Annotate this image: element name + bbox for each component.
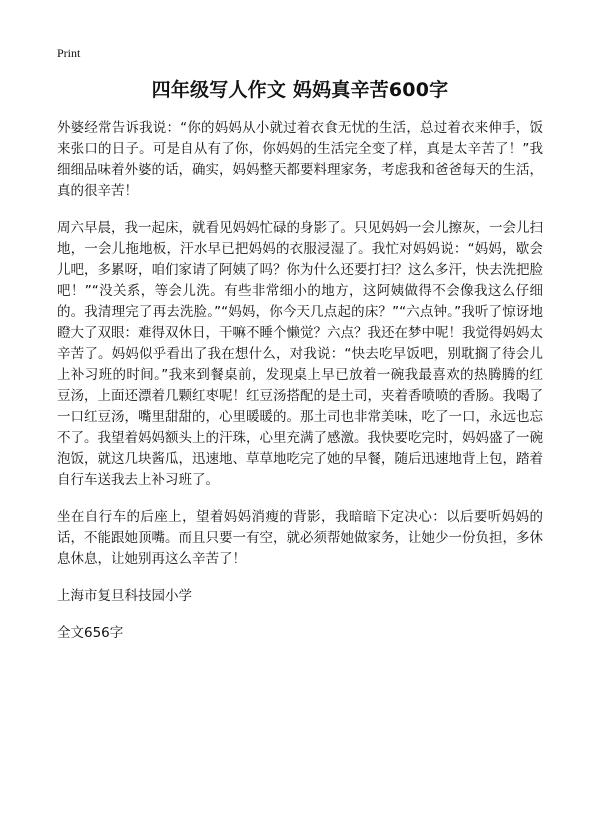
school-name: 上海市复旦科技园小学 <box>57 588 192 604</box>
essay-body <box>57 118 543 644</box>
paragraph-1: 外婆经常告诉我说：“你的妈妈从小就过着衣食无忧的生活，总过着衣来伸手，饭来张口的日子。可是自从有了你，你妈妈的生活完全变了样，真是太辛苦了！”我细细品味着外婆的话，确实，妈妈整天都要料理家务，考虑我和爸爸每天的生活，真的很辛苦！ <box>57 120 543 199</box>
word-count: 全文656字 <box>57 625 124 641</box>
paragraph-2: 周六早晨，我一起床，就看见妈妈忙碌的身影了。只见妈妈一会儿擦灰，一会儿扫地，一会儿拖地板，汗水早已把妈妈的衣服浸湿了。我忙对妈妈说：“妈妈，歇会儿吧，多累呀，咱们家请了阿姨了吗？你为什么还要打扫？这么多汗，快去洗把脸吧！”“没关系，等会儿洗。有些非常细小的地方，这阿姨做得不会像我这么仔细的。我清理完了再去洗脸。”“妈妈，你今天几点起的床？”“六点钟。”我听了惊讶地瞪大了双眼：难得双休日，干嘛不睡个懒觉？六点？我还在梦中呢！我觉得妈妈太辛苦了。妈妈似乎看出了我在想什么，对我说：“快去吃早饭吧，别耽搁了待会儿上补习班的时间。”我来到餐桌前，发现桌上早已放着一碗我最喜欢的热腾腾的红豆汤，上面还漂着几颗红枣呢！红豆汤搭配的是土司，夹着香喷喷的香肠。我喝了一口红豆汤，嘴里甜甜的，心里暖暖的。那土司也非常美味，吃了一口，永远也忘不了。我望着妈妈额头上的汗珠，心里充满了感激。我快要吃完时，妈妈盛了一碗泡饭，就这几块酱瓜，迅速地、草草地吃完了她的早餐，随后迅速地背上包，踏着自行车送我去上补习班了。 <box>57 220 543 488</box>
paragraph-3: 坐在自行车的后座上，望着妈妈消瘦的背影，我暗暗下定决心：以后要听妈妈的话，不能跟她顶嘴。而且只要一有空，就必须帮她做家务，让她少一份负担，多休息休息，让她别再这么辛苦了！ <box>57 509 543 567</box>
essay-title: 四年级写人作文 妈妈真辛苦600字 <box>151 79 449 101</box>
print-link[interactable]: Print <box>57 46 81 60</box>
